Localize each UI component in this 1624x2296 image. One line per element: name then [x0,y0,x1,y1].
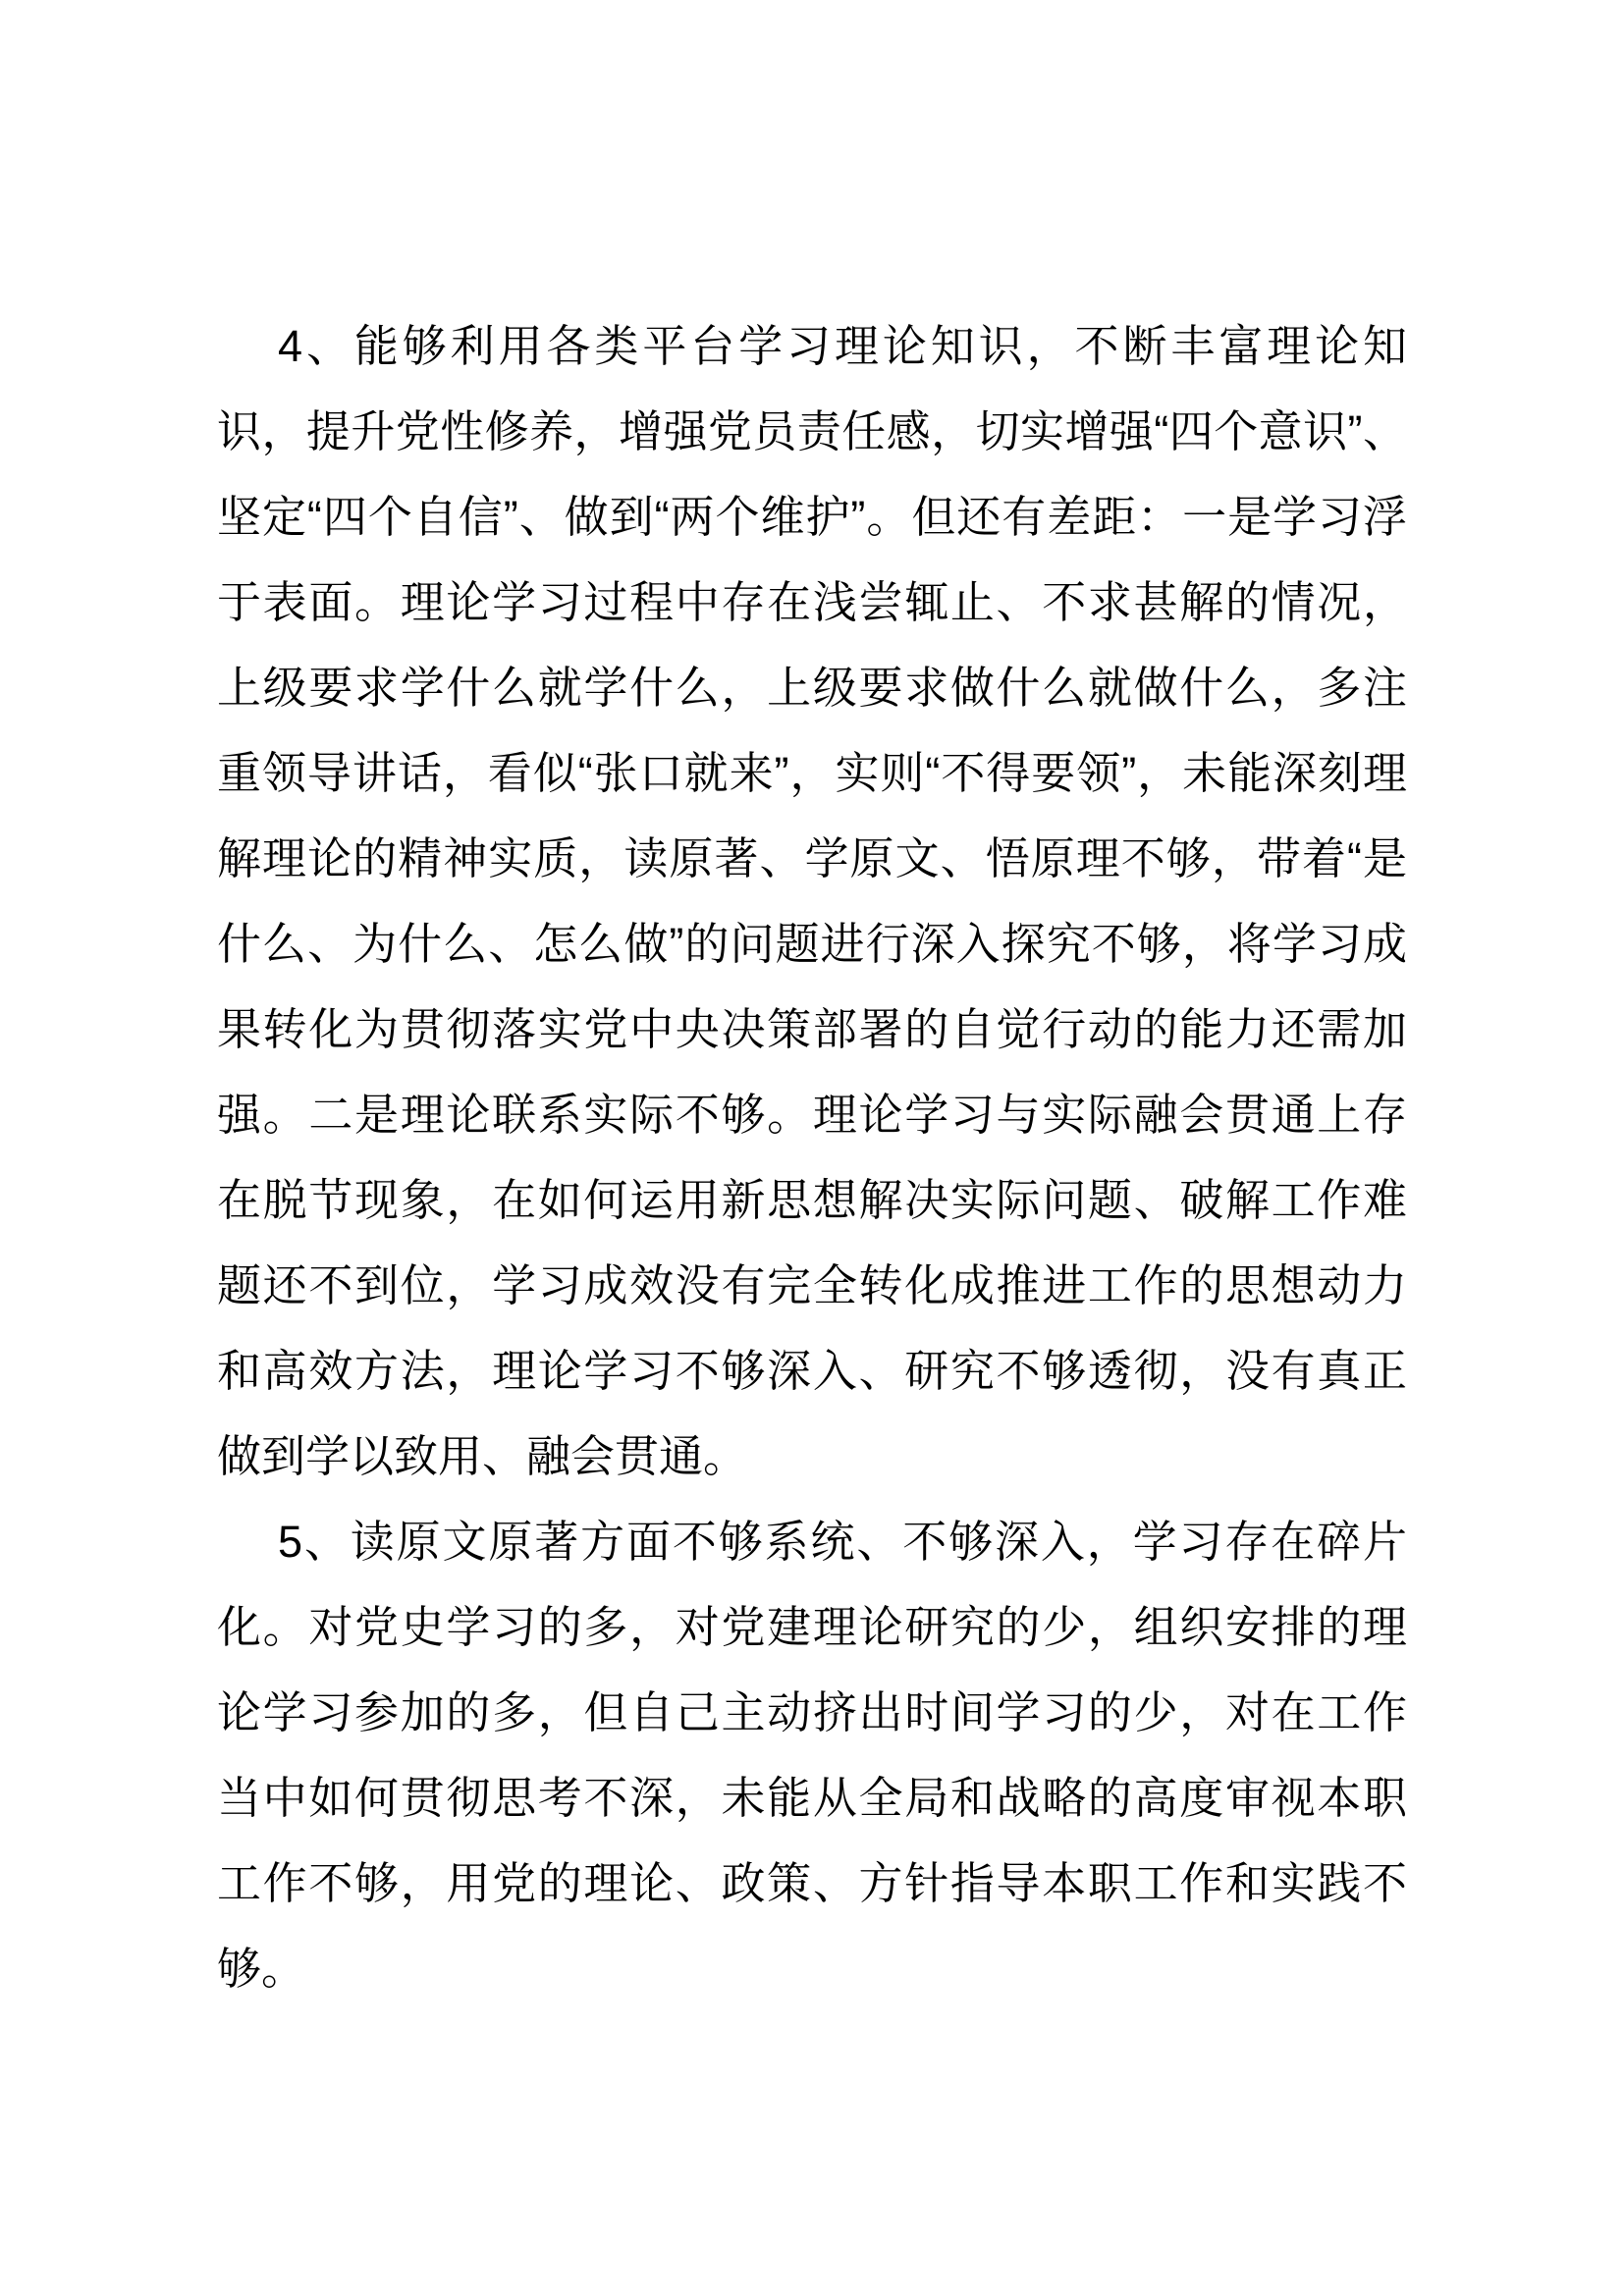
paragraph-item-4: 4、能够利用各类平台学习理论知识，不断丰富理论知识，提升党性修养，增强党员责任感，切实增强“四个意识”、坚定“四个自信”、做到“两个维护”。但还有差距：一是学习浮于表面。理论学习过程中存在浅尝辄止、不求甚解的情况，上级要求学什么就学什么，上级要求做什么就做什么，多注重领导讲话，看似“张口就来”，实则“不得要领”，未能深刻理解理论的精神实质，读原著、学原文、悟原理不够，带着“是什么、为什么、怎么做”的问题进行深入探究不够，将学习成果转化为贯彻落实党中央决策部署的自觉行动的能力还需加强。二是理论联系实际不够。理论学习与实际融会贯通上存在脱节现象，在如何运用新思想解决实际问题、破解工作难题还不到位，学习成效没有完全转化成推进工作的思想动力和高效方法，理论学习不够深入、研究不够透彻，没有真正做到学以致用、融会贯通。 [217,321,1407,1481]
document-text-block [217,303,1407,2011]
paragraph-item-5: 5、读原文原著方面不够系统、不够深入，学习存在碎片化。对党史学习的多，对党建理论研究的少，组织安排的理论学习参加的多，但自己主动挤出时间学习的少，对在工作当中如何贯彻思考不深，未能从全局和战略的高度审视本职工作不够，用党的理论、政策、方针指导本职工作和实践不够。 [217,1517,1407,1994]
